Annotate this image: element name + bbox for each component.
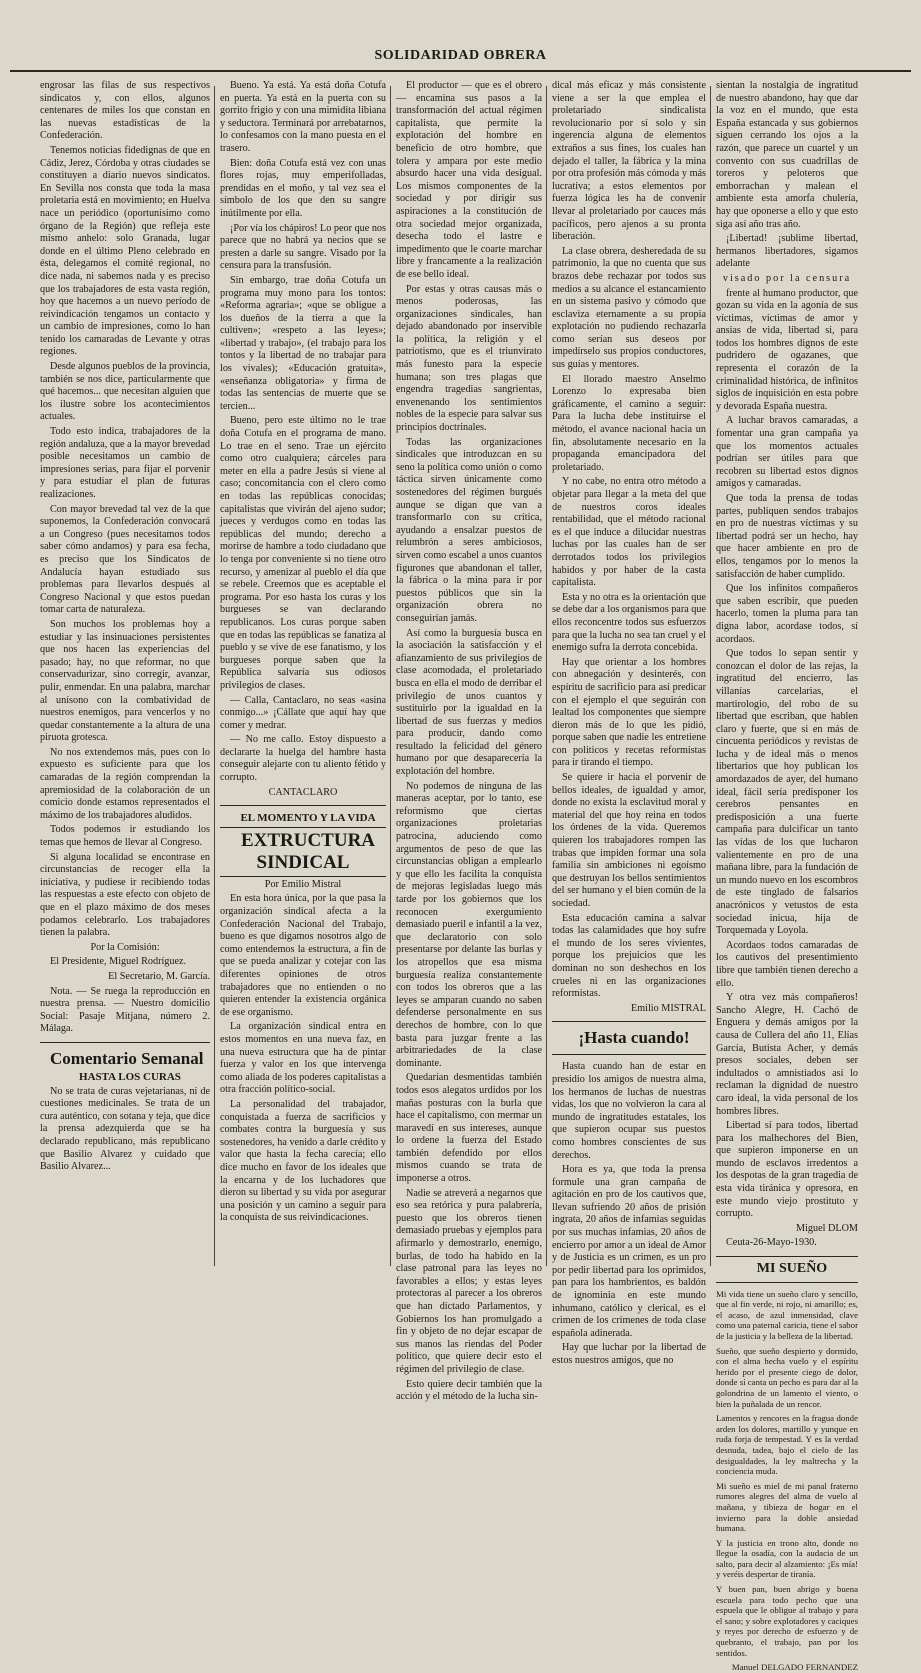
article-title: HASTA LOS CURAS	[79, 1070, 181, 1083]
article-title: EXTRUCTURA SINDICAL	[220, 827, 386, 877]
paragraph: Bueno. Ya está. Ya está doña Cotufa en puerta. Ya está en la puerta con su gorrito frigio y con una mimidita libiana y seductora. Terminará por arrebatarnos, lo confesamos con la mano puesta en el trasero.	[220, 80, 386, 154]
paragraph: sientan la nostalgia de ingratitud de nuestro abandono, hay que dar la voz en el mundo, que esta España estancada y sus gobiernos siguen cerrando los ojos a la razón, que parece un cuartel y un convento con sus cuadrillas de toreros y peloteros que emborrachan y malean el ambiente esta amorfa chulería, hay que oponerse a ello y que esto siga así año tras año.	[716, 80, 858, 230]
paragraph: Y otra vez más compañeros! Sancho Alegre, H. Cachó de Enguera y demás amigos por la causa de Cullera del año 11, Elías García, Butista Acher, y demás presos sociales, deben ser indultados o amnistiados así lo reclaman la dignidad de nuestro caro ideal, la vida personal de los hombres libres.	[716, 992, 858, 1117]
column-divider	[710, 86, 711, 1266]
signature-heading: Por la Comisión:	[90, 941, 160, 953]
paragraph: Que toda la prensa de todas partes, publiquen sendos trabajos en pro de nuestras víctimas y su libertad podrá ser un hecho, hay que hacer ambiente en pro de ellos, tengamos por lo menos la satisfacción de haber cumplido.	[716, 493, 858, 580]
paragraph: Que todos lo sepan sentir y conozcan el dolor de las rejas, la ingratitud del encierro, las villanías carcelarias, el martirologio, del robo de su libertad que escriban, que hablen claro y fuerte, que si en más de cincuenta periódicos y revistas de lucha y de ideal más o menos libertarios que hoy publican los amordazados de ayer, del humano ideal, fácil sería predisponer los cerebros pensantes en predisposición a una fuerte campaña para dulcificar un tanto las vidas de los que lucharon valientemente en pro de una mañana libre, para la fundación de un mundo nuevo en los escombros de este tinglado de falsarios anacrónicos y vetustos de esta sociedad inicua, hija de Torquemada y Loyola.	[716, 648, 858, 937]
paragraph: Esta y no otra es la orientación que se debe dar a los organismos para que ellos reconcentre todos sus esfuerzos para que la lucha no sea tan cruel y el enemigo sufra la derrota concebida.	[552, 591, 706, 654]
poem-stanza: Mi vida tiene un sueño claro y sencillo, que al fin verde, ni rojo, ni amarillo; es, el acaso, de azul inmensidad, clave como una paternal caricia, tiene el sabor de la justicia y la belleza de la libertad.	[716, 1288, 858, 1341]
section-rule	[552, 1054, 706, 1055]
paragraph: La organización sindical entra en estos momentos en una nueva faz, en una nueva estructura que ha de pintar fuerza y valor en los que intervenga como aliada de los poderes capitalistas a otra fracción político-social.	[220, 1021, 386, 1096]
paragraph: Hay que orientar a los hombres con abnegación y desinterés, con espíritu de sacrificio para así predicar con el ejemplo el que seguirán con lealtad los componentes que siempre dieron más de lo que les pidió, porque saben que nadie les entretiene con politicos y recetas reformistas para ir tirando el tiempo.	[552, 656, 706, 769]
author-signature: Emilio MISTRAL	[631, 1002, 706, 1014]
section-rule	[40, 1042, 210, 1043]
section-rule	[716, 1282, 858, 1283]
paragraph: Esto quiere decir también que la acción y el método de la lucha sin-	[396, 1378, 542, 1403]
column-divider	[390, 86, 391, 1266]
column-2	[216, 80, 390, 1272]
poem-stanza: Sueño, que sueño despierto y dormido, con el alma hecha vuelo y el espíritu herido por el presente ciego de dolor, donde sí canta un pecho es para dar al la golondrina de un lamento el viento, o bien la puñalada de un rencor.	[716, 1345, 858, 1409]
signature-line: El Secretario, M. García.	[108, 970, 210, 982]
column-divider	[546, 86, 547, 1266]
paragraph: Tenemos noticias fidedignas de que en Cádiz, Jerez, Córdoba y otras ciudades se constituyen a diario nuevos sindicatos. En Sevilla nos consta que toda la masa proletaria está en movimiento; en Huelva nace un periódico (oportunísimo como órgano de la Región) que refleja este mismo anhelo: solo Granada, lugar donde en el último Pleno celebrado en ésta, delegamos el comité regional, no dice nada, ni sabemos nada y es preciso que los trabajadores de esta vasta región, hoy que hacemos a un nuevo período de reivindicación tengamos un contacto y un cambio de impresiones, como lo han tenido los camaradas de Levante y otras regiones.	[40, 144, 210, 358]
paragraph: Que los infinitos compañeros que saben escribir, que pueden hacerlo, tomen la pluma para tan digna labor, acordase todos, sí acordaos.	[716, 583, 858, 645]
paragraph: Si alguna localidad se encontrase en circunstancias de recoger ella la iniciativa, y pudiese ir recibiendo todas las respuestas a este efecto con objeto de que en el plazo máximo de dos meses podamos celebrarlo. Los trabajadores tienen la palabra.	[40, 851, 210, 939]
paragraph: La personalidad del trabajador, conquistada a fuerza de sacrificios y combates contra la burguesía y sus sostenedores, ha venido a darle crédito y valor que hasta la fecha carecía; ello dice mucho en favor de los ideales que la encarna y de los luchadores que dieron su libertad y su vida por asegurar una posición y un camino a seguir para la conquista de sus reivindicaciones.	[220, 1098, 386, 1224]
paragraph: Son muchos los problemas hoy a estudiar y las insinuaciones persistentes que nos hacen las experiencias del pasado; hay, no que reformar, no que conservadurizar, sino corregir, avanzar, pulir, enmendar. En una palabra, marchar al unísono con la combatividad de nuestros enemigos, para vencerlos y no quedar constantemente a la altura de una piruota grotesca.	[40, 618, 210, 744]
paragraph: Por estas y otras causas más o menos poderosas, las organizaciones sindicales, han dejado abandonado por inservible la política, la religión y el patriotismo, que es el triunvirato más funesto para la especie humana; son tres plagas que engendra tragedias sangrientas, envenenando los sentimientos nobles de la especie para salvar sus principios doctrinales.	[396, 283, 542, 434]
paragraph: Así como la burguesía busca en la asociación la satisfacción y el afianzamiento de sus privilegios de clase acomodada, el proletariado busca en ella el modo de derribar el privilegio de unos cuantos y sustituirlo por la igualdad en la libertad de sus fuerzas y medios para producir, dando como resultado la felicidad del género humano por que desaparecería la explotación del hombre.	[396, 627, 542, 778]
poem-stanza: Mi sueño es miel de mi panal fraterno rumores alegres del alma de vuelo al mañana, y tibieza de hogar en el invierno para la doble ansiedad humana.	[716, 1480, 858, 1534]
poem-stanza: Lamentos y rencores en la fragua donde arden los dolores, martillo y yunque en ruda forja de tempestad. Y es la verdad desnuda, tadea, bajo el cielo de las desigualdades, la ley maltrecha y la conciencia muda.	[716, 1413, 858, 1477]
poem	[716, 1289, 858, 1673]
masthead-title: SOLIDARIDAD OBRERA	[374, 48, 547, 63]
paragraph: A luchar bravos camaradas, a fomentar una gran campaña ya que los momentos actuales podrían ser útiles para que recobren su libertad estos dignos amigos y camaradas.	[716, 415, 858, 490]
dateline: Ceuta-26-Mayo-1930.	[726, 1237, 817, 1249]
column-5	[712, 80, 862, 1673]
paragraph: El productor — que es el obrero — encamina sus pasos a la transformación del actual régimen capitalista, que permite la explotación del hombre en beneficio de otro hombre, que tolera y ampara por este medio absurdo hacer una vida desigual. Los mismos componentes de la sociedad y por dirigir sus aspiraciones a la constitución de otra sociedad mejor organizada, desecha todo el lastre e impedimento que le coarte marchar libre y francamente a la realización de ese bello ideal.	[396, 80, 542, 280]
paragraph: Todas las organizaciones sindicales que introduzcan en su seno la política como unión o como táctica sirven únicamente como sostenedores del régimen burgués aunque se digan que van a transformarlo con su crítica, ayudando a ensalzar puestos de relumbrón a seres ambiciosos, sirven como escabel a unos cuantos figurones que abandonan el taller, la fábrica o la mina para ir por puestos públicos que sin la organización obrera no conseguirían jamás.	[396, 436, 542, 624]
article-kicker: EL MOMENTO Y LA VIDA	[240, 812, 376, 825]
paragraph: Bueno, pero este último no le trae doña Cotufa en el programa de mano. Lo trae en el seno. Trae un ejército como otro cualquiera; cárceles para meter en ella a padre Jesús si viene al caso; concomitancia con el clero como en todas las repúblicas conocidas; capitalistas que vivirán del ajeno sudor; jueces y verdugos como en todas las repúblicas del mundo; derecho a morirse de hambre a todo ciudadano que lo tenga por conveniente si no tiene otro recurso, y amenizar al pueblo el día que se rebele. Creemos que es aceptable el programa. Por eso hasta los curas y los burgueses se van declarando republicanos. Los curas porque saben que en todas las repúblicas se fanatiza al pueblo y se vive de ese fanatismo, y los burgueses porque saben que la República salvaría sus odiosos privilegios de clases.	[220, 415, 386, 691]
poem-stanza: Y buen pan, buen abrigo y buena escuela para todo pecho que una espuela que le obligue al trabajo y para el sano; y sobre explotadores y caciques y reyes por derecho de esfuerzo y de quebranto, el trabajo, pan por los sentidos.	[716, 1584, 858, 1658]
author-signature: Miguel DLOM	[796, 1222, 858, 1234]
column-3	[392, 80, 546, 1403]
paragraph: En esta hora única, por la que pasa la organización sindical afecta a la Confederación Nacional del Trabajo, bueno es que digamos nosotros algo de como entendemos la estructura, a fin de que se pueda analizar y cotejar con las diferentes opiniones de otros trabajadores que no entienden o no quieren entender la existencia orgánica de ese organismo.	[220, 893, 386, 1018]
poem-title: MI SUEÑO	[756, 1261, 828, 1277]
paragraph: La clase obrera, desheredada de su patrimonio, la que no cuenta que sus brazos debe rechazar por todos sus medios a su alcance el estancamiento en un sistema pasivo y cómodo que esclaviza eternamente a su propia explotación no pudiendo rechazarla como serían sus deseos por impedírselo sus propios conductores, sus guías y mentores.	[552, 245, 706, 371]
poet-signature: Manuel DELGADO FERNANDEZ	[731, 1662, 858, 1673]
paragraph: Libertad sí para todos, libertad para los malhechores del Bien, que supieron imponerse en un mundo de esclavos irredentos a los despotas de la gran tragedia de esta vida tiránica y opresora, en este mundo viejo prostituto y corrupto.	[716, 1120, 858, 1220]
paragraph: — No me callo. Estoy dispuesto a declararte la huelga del hambre hasta conseguir alejarte con tu aliento fétido y corrupto.	[220, 734, 386, 784]
column-4	[548, 80, 710, 1366]
paragraph: frente al humano productor, que gozan su vida en la agonía de sus víctimas, víctimas de amor y ansias de vida, libertad si, para todos los hombres dignos de este pudridero de ogazanes, que representa el corazón de la criminalidad histórica, de infinitos siglos de inquisición en esta pobre y devorada España nuestra.	[716, 287, 858, 412]
paragraph: Y no cabe, no entra otro método a objetar para llegar a la meta del que de nuestros coros ideales rentabilidad, que el método racional es el que induce a dilucidar nuestras luchas por las cuales han de ser derrotados todos los privilegios habidos y por haber de la casta capitalista.	[552, 476, 706, 589]
paragraph: Sin embargo, trae doña Cotufa un programa muy mono para los tontos: «Reforma agraria»; «que se obligue a los dueños de la tierra a que la cultiven»; «respeto a las leyes»; «libertad y trabajo», (el trabajo para los tontos y la libertad de no trabajar para los vivales); «Educación gratuita», «enseñanza obligatoria» y firma de todas las sentencias de muerte que se tercien...	[220, 274, 386, 412]
paragraph: Con mayor brevedad tal vez de la que suponemos, la Confederación convocará a un Congreso (pues necesitamos todos saber cómo andamos) y para esa fecha, es preciso que los Sindicatos de Andalucía hayan estudiado sus problemas para llevarlos después al Congreso Nacional y que estos puedan tomar carta de naturaleza.	[40, 503, 210, 616]
paragraph: No se trata de curas vejetarianas, ni de cuestiones medicinales. Se trata de un cura auténtico, con sotana y teja, que dice la prensa adezquierda que se ha declarado republicano, más republicano que Basilio Alvarez y cuidado que Basilio Alvarez...	[40, 1085, 210, 1173]
column-divider	[214, 86, 215, 1266]
author-signature: CANTACLARO	[268, 786, 338, 798]
article-title: ¡Hasta cuando!	[578, 1028, 690, 1048]
paragraph: Hasta cuando han de estar en presidio los amigos de nuestra alma, los hermanos de luchas de nuestras vidas, los que no volvieron la cara al mundo de ingratitudes estatales, los que supieron ocupar sus puestos como hombres conscientes de sus derechos.	[552, 1061, 706, 1161]
paragraph: Acordaos todos camaradas de los cautivos del presentimiento libre que también tienen derecho a ello.	[716, 939, 858, 989]
column-1	[36, 80, 214, 1272]
paragraph: No podemos de ninguna de las maneras aceptar, por lo tanto, ese reformismo que ciertas organizaciones proletarias patrocina, aduciendo como argumentos de peso de que las circunstancias obligan a emplearlo y que ello les facilita la conquista de mejoras legisladas luego más tarde por los gobiernos que los reconocen exergumiento demasiado pueril e infantil a la vez, que declaratorio con solo presentarse por delante las burlas y los atropellos que esa misma burguesía realiza constantemente con todos los obreros que a las leyes se amparan cuando no saben defenderse personalmente en sus derechos de hombre, con lo que basta para juzgar frente a las arbitrariedades de la clase dominante.	[396, 780, 542, 1069]
paragraph: El llorado maestro Anselmo Lorenzo lo expresaba bien gráficamente, el camino a seguir: Para la lucha debe instituirse el método, el avance nacional hacia un fin, absolutamente necesario en la propaganda emancipadora del proletariado.	[552, 373, 706, 473]
paragraph: No nos extendemos más, pues con lo expuesto es suficiente para que los camaradas de la región comprendan la apremiosidad de la colaboración de un comicio donde estamos representados el máximo de los trabajadores aludidos.	[40, 746, 210, 821]
paragraph: ¡Por vía los chápiros! Lo peor que nos parece que no habrá ya necios que se presten a darle su sangre. Visado por la censura para la transfusión.	[220, 222, 386, 272]
paragraph: dical más eficaz y más consistente viene a ser la que emplea el proletariado sindicalista revolucionario por sí solo y sin ingerencia alguna de elementos extraños a sus fines, los cuales han dejado el taller, la fábrica y la mina por otra profesión más cómoda y más lucrativa; a estos elementos por fuerza lógica les ha de convenir llevar al proletariado por cauces más pacíficos, pero ajenos a su pronta liberación.	[552, 80, 706, 243]
note: Nota. — Se ruega la reproducción en nuestra prensa. — Nuestro domicilio Social: Pasaje Mitjana, número 2. Málaga.	[40, 985, 210, 1035]
masthead	[0, 48, 921, 74]
signature-line: El Presidente, Miguel Rodríguez.	[50, 956, 187, 968]
censor-mark: visado por la censura	[722, 272, 852, 284]
masthead-rule	[10, 70, 911, 72]
paragraph: Todos podemos ir estudiando los temas que hemos de llevar al Congreso.	[40, 824, 210, 849]
paragraph: Hora es ya, que toda la prensa formule una gran campaña de agitación en pro de los cautivos que, llevan sufriendo 20 años de prisión ingrata, 20 años de infamias seguidas por sus muchas infamias, 20 años de encierro por amor a un ideal de Amor y de Justicia es un crimen, es un pro por pedir libertad para los oprimidos, pan para los hambrientos, es baldón de ignominia en este mundo inhumano, católico y clerical, es el crimen de los crímenes de toda clase española adinerada.	[552, 1164, 706, 1339]
section-title: Comentario Semanal	[50, 1048, 204, 1068]
paragraph: Hay que luchar por la libertad de estos nuestros amigos, que no	[552, 1342, 706, 1366]
paragraph: Bien: doña Cotufa está vez con unas flores rojas, muy emperifolladas, prendidas en el moño, y tal vez sea el símbolo de los que den su sangre inútilmente por ella.	[220, 157, 386, 219]
paragraph: Nadie se atreverá a negarnos que eso sea retórica y pura palabrería, puesto que los obreros tienen demasiado pruebas y ejemplos para afirmarlo y demostrarlo, enemigo, burlas, de todo ha habido en la clase patronal para las leyes no favorables a ellos; y estas leyes protectoras al parecer a los obreros que han dictado Parlamentos, y Gobiernos los han promulgado a fin y objeto de no dejar escapar de sus manos las riendas del Poder político, que quiere decir esto el régimen del privilegio de clase.	[396, 1187, 542, 1375]
paragraph: Todo esto indica, trabajadores de la región andaluza, que a la mayor brevedad posible necesitamos un cambio de impresiones serias, para fijar el porvenir y para estudiar el plan de futuras realizaciones.	[40, 426, 210, 500]
paragraph: Esta educación camina a salvar todas las calamidades que hoy sufre el mundo de los seres vivientes, porque los prejuicios que les dominan no son deshechos en los crueles ni en las organizaciones reformistas.	[552, 912, 706, 1000]
paragraph: engrosar las filas de sus respectivos sindicatos y, con ellos, algunos centenares de miles los que constan en las nuevas estadísticas de la Confederación.	[40, 80, 210, 142]
paragraph: Se quiere ir hacia el porvenir de bellos ideales, de igualdad y amor, donde no exista la esclavitud moral y material del que hoy reina en todos los órdenes de la vida. Queremos quieren los trabajadores rompen las trabas que impiden formar una sola familia sin ambiciones ni egoísmo que destruyan los bellos sentimientos del ser humano y el bien común de la sociedad.	[552, 772, 706, 909]
paragraph: Desde algunos pueblos de la provincia, también se nos dice, particularmente que qué hacemos... que necesitan alguien que los ilustre sobre los acontecimientos actuales.	[40, 361, 210, 423]
paragraph: ¡Libertad! ¡sublime libertad, hermanos libertadores, sigamos adelante	[716, 233, 858, 270]
paragraph: Quedarían desmentidas también todos esos alegatos urdidos por los mañas posturas con la burla que hace el capitalismo, con mermar un maravedí en sus intereses, aunque lo ordene la fuerza del Estado también defendido por ellos mismos cuando se trata de imponerse a otros.	[396, 1072, 542, 1185]
byline: Por Emilio Mistral	[264, 878, 342, 890]
paragraph: — Calla, Cantaclaro, no seas «asina conmigo...» ¡Cállate que aquí hay que comer y medrar.	[220, 694, 386, 731]
section-rule	[716, 1256, 858, 1257]
section-rule	[220, 805, 386, 806]
section-rule	[552, 1021, 706, 1022]
poem-stanza: Y la justicia en trono alto, donde no llegue la osadía, con la audacia de un salto, para decir al alzamiento: ¡Es mía! y veréis despertar de tiranía.	[716, 1537, 858, 1580]
